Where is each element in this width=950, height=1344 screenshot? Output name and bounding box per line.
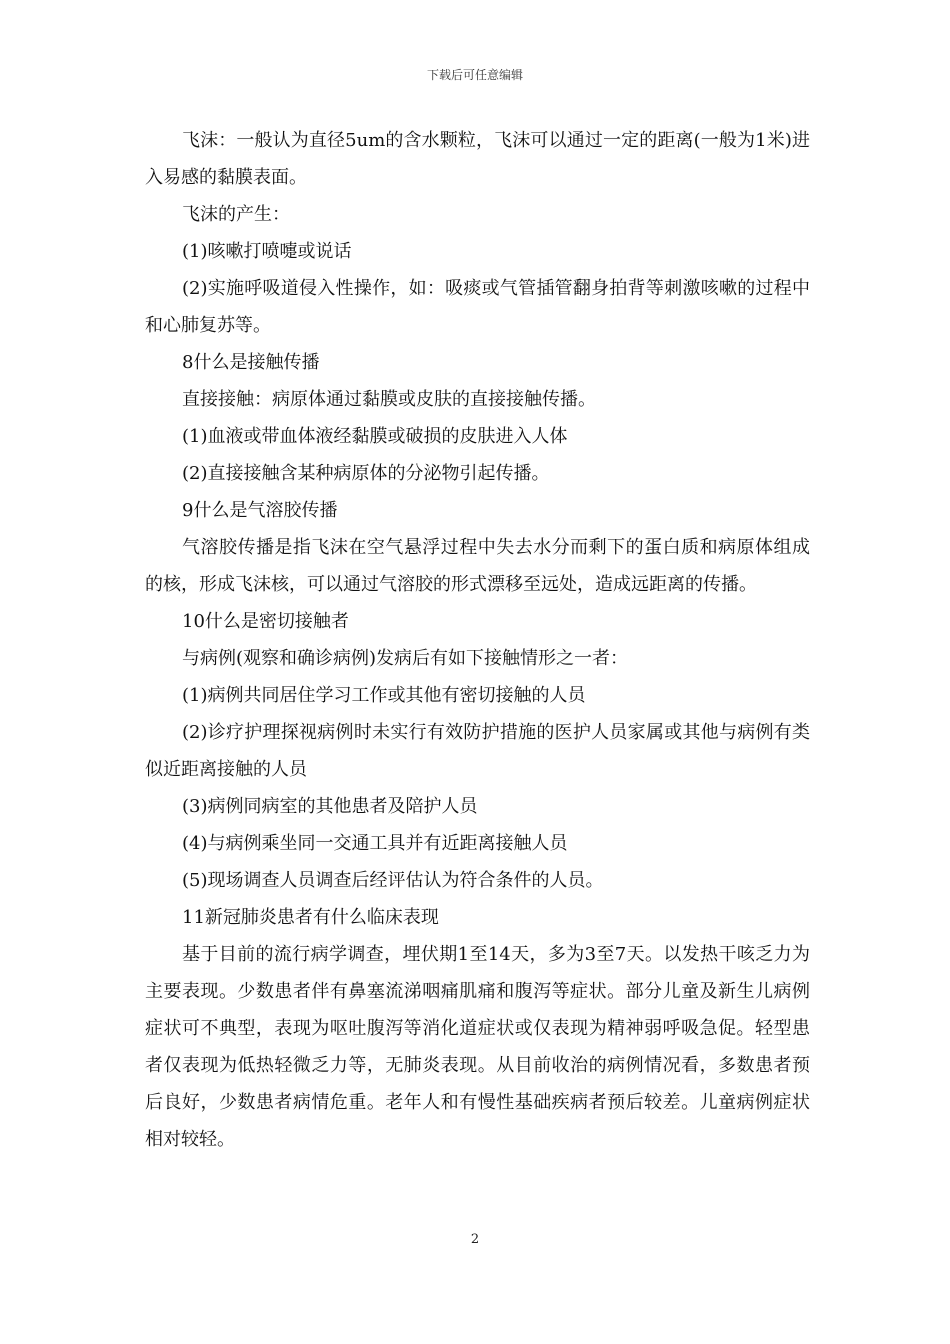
list-item-same-ward: (3)病例同病室的其他患者及陪护人员 <box>182 796 478 817</box>
paragraph-aerosol: 气溶胶传播是指飞沫在空气悬浮过程中失去水分而剩下的蛋白质和病原体组成的核，形成飞沫核，可以通过气溶胶的形式漂移至远处，造成远距离的传播。 <box>145 537 810 595</box>
document-body <box>145 122 810 1158</box>
list-item-respiratory-procedure: (2)实施呼吸道侵入性操作，如：吸痰或气管插管翻身拍背等刺激咳嗽的过程中和心肺复苏等。 <box>145 278 810 336</box>
section-heading-clinical-manifestations: 11新冠肺炎患者有什么临床表现 <box>182 907 439 928</box>
paragraph-clinical-manifestations: 基于目前的流行病学调查，埋伏期1至14天，多为3至7天。以发热干咳乏力为主要表现。少数患者伴有鼻塞流涕咽痛肌痛和腹泻等症状。部分儿童及新生儿病例症状可不典型，表现为呕吐腹泻等消化道症状或仅表现为精神弱呼吸急促。轻型患者仅表现为低热轻微乏力等，无肺炎表现。从目前收治的病例情况看，多数患者预后良好，少数患者病情危重。老年人和有慢性基础疾病者预后较差。儿童病例症状相对较轻。 <box>145 944 810 1150</box>
list-item-secretions: (2)直接接触含某种病原体的分泌物引起传播。 <box>182 463 550 484</box>
page-header: 下载后可任意编辑 <box>426 68 523 82</box>
paragraph-droplet-generation: 飞沫的产生： <box>182 204 290 225</box>
list-item-cohabitant: (1)病例共同居住学习工作或其他有密切接触的人员 <box>182 685 586 706</box>
section-heading-aerosol: 9什么是气溶胶传播 <box>182 500 338 521</box>
list-item-medical-staff: (2)诊疗护理探视病例时未实行有效防护措施的医护人员家属或其他与病例有类似近距离接触的人员 <box>145 722 810 780</box>
section-heading-contact-transmission: 8什么是接触传播 <box>182 352 320 373</box>
list-item-same-transport: (4)与病例乘坐同一交通工具并有近距离接触人员 <box>182 833 568 854</box>
list-item-cough: (1)咳嗽打喷嚏或说话 <box>182 241 352 262</box>
list-item-blood: (1)血液或带血体液经黏膜或破损的皮肤进入人体 <box>182 426 568 447</box>
page-number: 2 <box>470 1232 480 1247</box>
paragraph-direct-contact: 直接接触：病原体通过黏膜或皮肤的直接接触传播。 <box>182 389 596 410</box>
paragraph-close-contact-intro: 与病例(观察和确诊病例)发病后有如下接触情形之一者： <box>182 648 629 669</box>
paragraph-droplet-definition: 飞沫：一般认为直径5um的含水颗粒，飞沫可以通过一定的距离(一般为1米)进入易感的黏膜表面。 <box>145 130 810 188</box>
list-item-field-investigators: (5)现场调查人员调查后经评估认为符合条件的人员。 <box>182 870 604 891</box>
section-heading-close-contact: 10什么是密切接触者 <box>182 611 349 632</box>
